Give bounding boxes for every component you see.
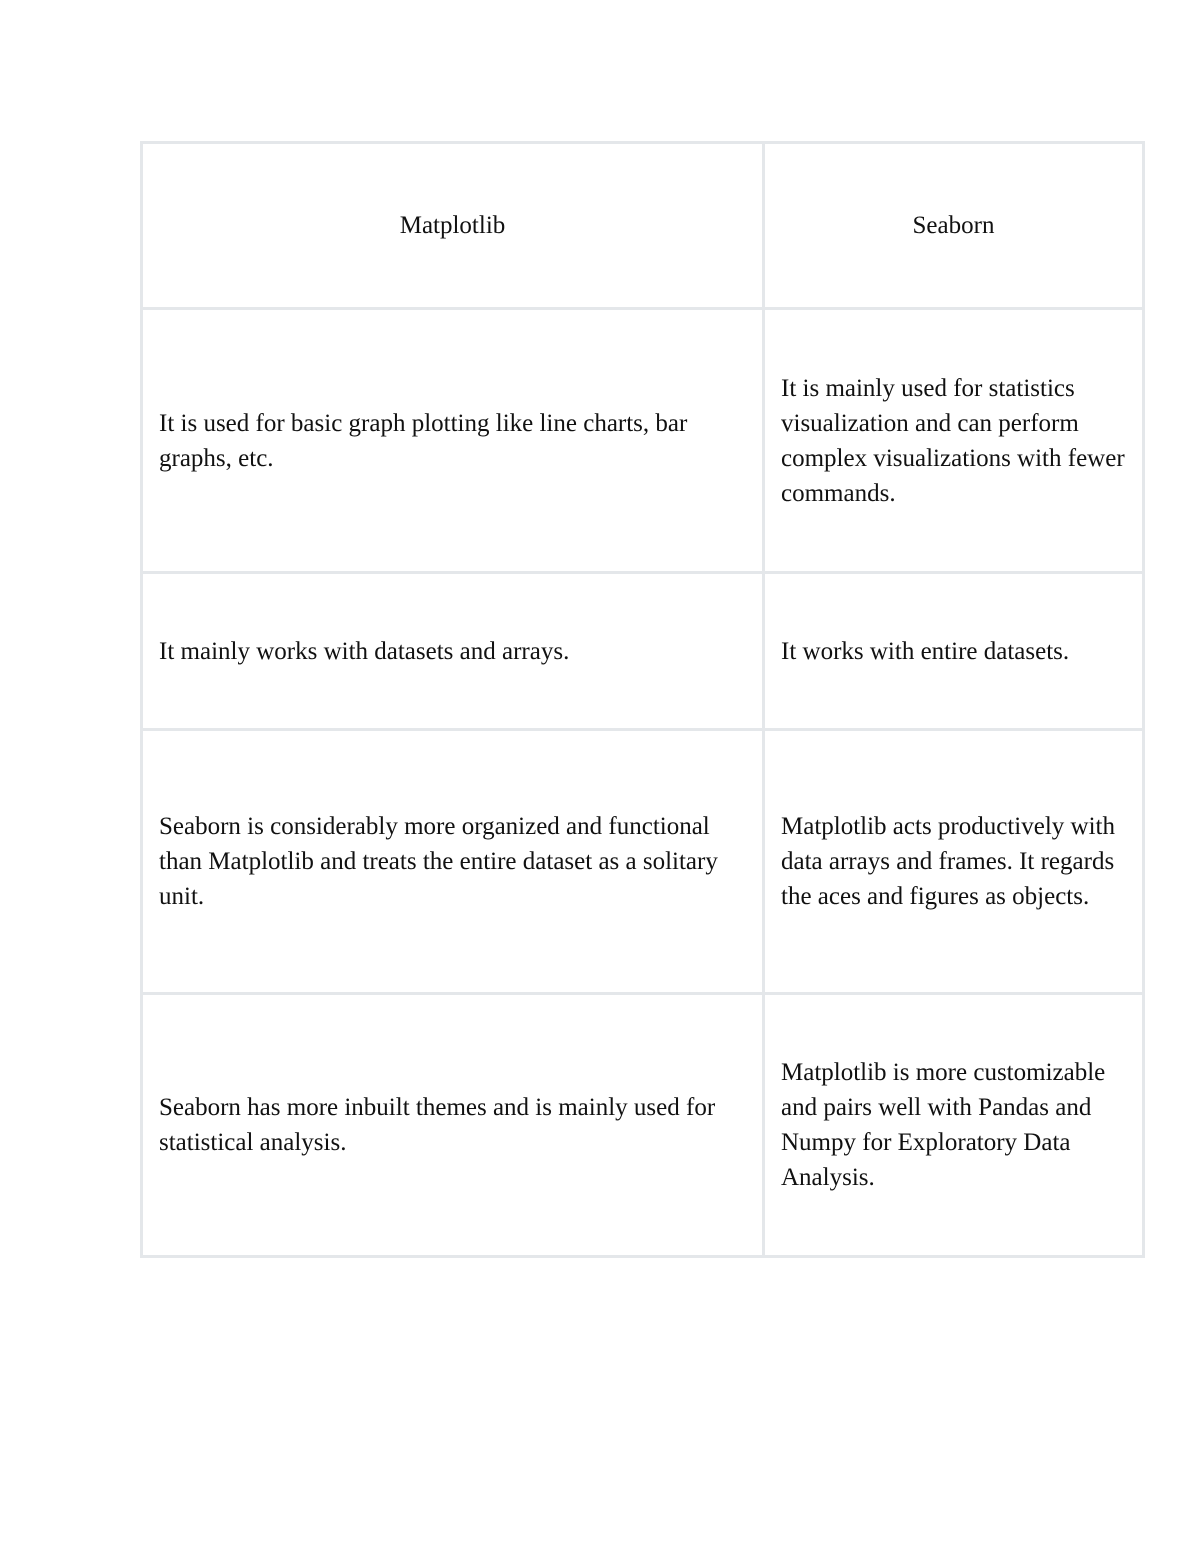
header-seaborn: Seaborn [764, 143, 1144, 309]
header-matplotlib: Matplotlib [142, 143, 764, 309]
table-cell: Matplotlib is more customizable and pairs well with Pandas and Numpy for Exploratory Data Analysis. [764, 994, 1144, 1257]
table-cell: Matplotlib acts productively with data arrays and frames. It regards the aces and figures as objects. [764, 730, 1144, 994]
table-cell: It mainly works with datasets and arrays. [142, 573, 764, 730]
table-row [142, 573, 1144, 730]
table-row [142, 730, 1144, 994]
table-cell: Seaborn is considerably more organized and functional than Matplotlib and treats the entire dataset as a solitary unit. [142, 730, 764, 994]
table-row [142, 309, 1144, 573]
table-header-row [142, 143, 1144, 309]
table-cell: It is mainly used for statistics visualization and can perform complex visualizations with fewer commands. [764, 309, 1144, 573]
comparison-table [140, 141, 1145, 1258]
table-row [142, 994, 1144, 1257]
table-cell: It works with entire datasets. [764, 573, 1144, 730]
table-cell: Seaborn has more inbuilt themes and is mainly used for statistical analysis. [142, 994, 764, 1257]
table-cell: It is used for basic graph plotting like line charts, bar graphs, etc. [142, 309, 764, 573]
